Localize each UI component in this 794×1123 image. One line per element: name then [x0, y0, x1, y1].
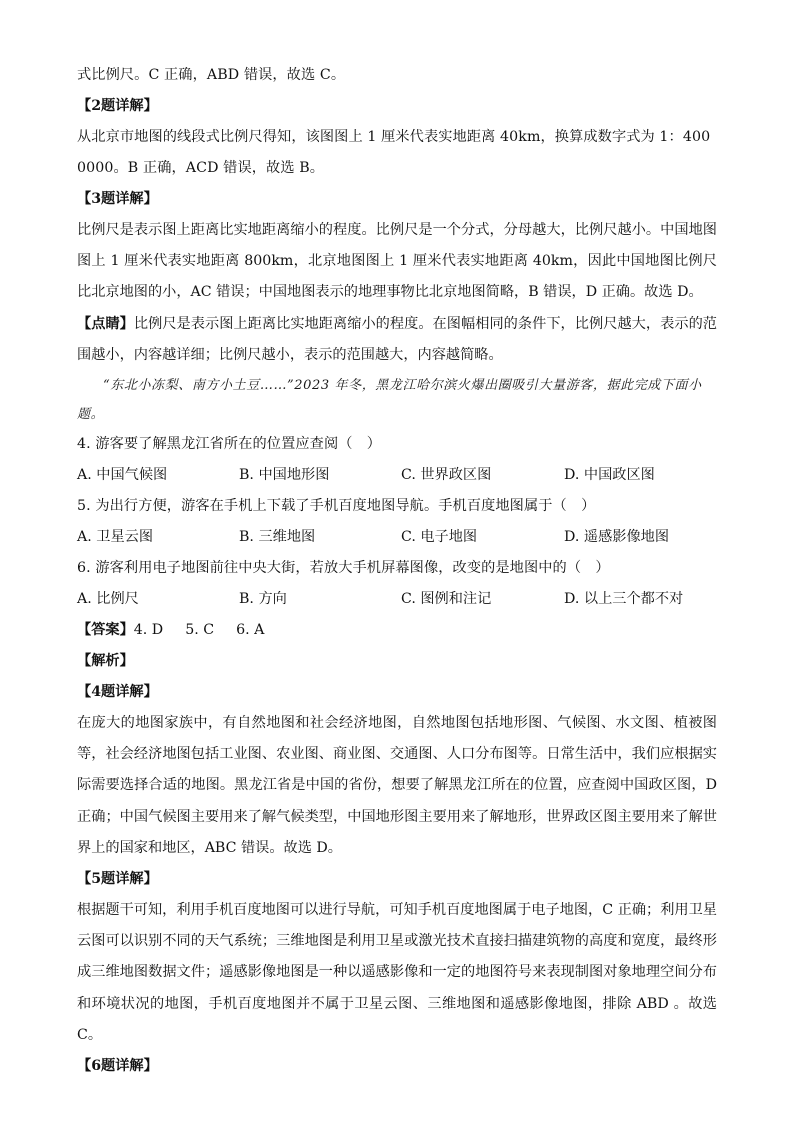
- answer-item: 4. D: [133, 622, 164, 639]
- option-c: C. 图例和注记: [401, 591, 492, 608]
- question-5-options: [77, 522, 717, 553]
- question-4: 4. 游客要了解黑龙江省所在的位置应查阅（ ）: [77, 436, 382, 453]
- document-page: [77, 60, 717, 1082]
- option-c: C. 电子地图: [401, 529, 478, 546]
- question-stem-context: “东北小冻梨、南方小土豆……”2023 年冬，黑龙江哈尔滨火爆出圈吸引大量游客，据此完成下面小题。: [77, 378, 702, 423]
- answer-item: 6. A: [236, 622, 265, 639]
- section-heading-q6: 【6题详解】: [77, 1058, 158, 1075]
- question-5: 5. 为出行方便，游客在手机上下载了手机百度地图导航。手机百度地图属于（ ）: [77, 498, 596, 515]
- answer-line: [77, 615, 717, 646]
- option-b: B. 方向: [239, 591, 287, 608]
- analysis-heading: 【解析】: [77, 653, 134, 670]
- paragraph-q3-explanation: 比例尺是表示图上距离比实地距离缩小的程度。比例尺是一个分式，分母越大，比例尺越小。中国地图图上 1 厘米代表实地距离 800km，北京地图图上 1 厘米代表实地距离 40km，因此中国地图比例尺比北京地图的小，AC 错误；中国地图表示的地理事物比北京地图简略，B 错误，D 正确。故选 D。: [77, 222, 717, 301]
- text-line: 0000。B 正确，ACD 错误，故选 B。: [77, 160, 325, 176]
- answer-tag: 【答案】: [77, 622, 134, 639]
- text-line: 从北京市地图的线段式比例尺得知，该图图上 1 厘米代表实地距离 40km，换算成数字式为 1：400: [77, 129, 711, 145]
- option-b: B. 中国地形图: [239, 467, 330, 484]
- key-point-text: 比例尺是表示图上距离比实地距离缩小的程度。在图幅相同的条件下，比例尺越大，表示的范围越小，内容越详细；比例尺越小，表示的范围越大，内容越简略。: [77, 315, 717, 363]
- paragraph-q5-explanation: 根据题干可知，利用手机百度地图可以进行导航，可知手机百度地图属于电子地图，C 正确；利用卫星云图可以识别不同的天气系统；三维地图是利用卫星或激光技术直接扫描建筑物的高度和宽度，最终形成三维地图数据文件；遥感影像地图是一种以遥感影像和一定的地图符号来表现制图对象地理空间分布和环境状况的地图，手机百度地图并不属于卫星云图、三维地图和遥感影像地图，排除 ABD 。故选 C。: [77, 902, 717, 1043]
- option-a: A. 中国气候图: [77, 467, 168, 484]
- key-point-tag: 【点睛】: [77, 315, 134, 332]
- option-b: B. 三维地图: [239, 529, 316, 546]
- question-4-options: [77, 460, 717, 491]
- section-heading-q5: 【5题详解】: [77, 871, 158, 888]
- option-d: D. 中国政区图: [564, 467, 655, 484]
- section-heading-q3: 【3题详解】: [77, 191, 158, 207]
- option-a: A. 卫星云图: [77, 529, 154, 546]
- paragraph-q4-explanation: 在庞大的地图家族中，有自然地图和社会经济地图，自然地图包括地形图、气候图、水文图、植被图等，社会经济地图包括工业图、农业图、商业图、交通图、人口分布图等。日常生活中，我们应根据实际需要选择合适的地图。黑龙江省是中国的省份，想要了解黑龙江所在的位置，应查阅中国政区图，D 正确；中国气候图主要用来了解气候类型，中国地形图主要用来了解地形，世界政区图主要用来了解世界上的国家和地区，ABC 错误。故选 D。: [77, 715, 717, 856]
- section-heading-q2: 【2题详解】: [77, 98, 158, 114]
- option-d: D. 以上三个都不对: [564, 591, 684, 608]
- text-line: 式比例尺。C 正确，ABD 错误，故选 C。: [77, 67, 346, 83]
- option-d: D. 遥感影像地图: [564, 529, 670, 546]
- option-a: A. 比例尺: [77, 591, 139, 608]
- question-6-options: [77, 584, 717, 615]
- option-c: C. 世界政区图: [401, 467, 492, 484]
- question-6: 6. 游客利用电子地图前往中央大街，若放大手机屏幕图像，改变的是地图中的（ ）: [77, 560, 610, 577]
- paragraph-key-point: [77, 309, 717, 371]
- section-heading-q4: 【4题详解】: [77, 684, 158, 701]
- answer-item: 5. C: [185, 622, 215, 639]
